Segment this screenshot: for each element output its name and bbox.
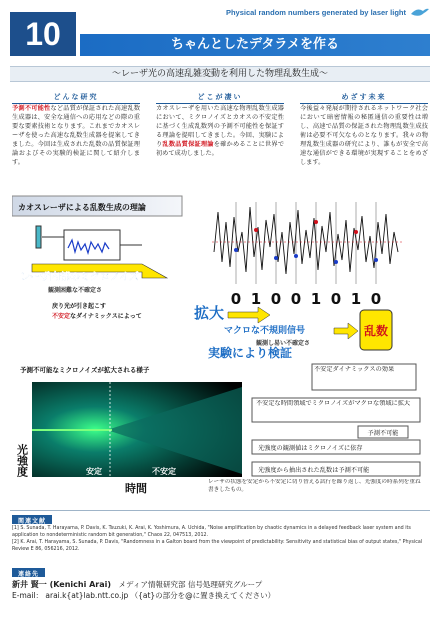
subtitle: ～レーザ光の高速乱雑変動を利用した物理乱数生成～ xyxy=(10,66,430,82)
chaotic-signal-trace xyxy=(214,207,398,274)
contact-heading: 連絡先 xyxy=(12,568,45,577)
sample-point xyxy=(294,254,298,258)
to-random-arrow xyxy=(334,323,358,339)
chaos-label: カオスレーザによる乱数生成の理論 xyxy=(18,203,146,212)
sample-point xyxy=(234,248,238,252)
poster-number: 10 xyxy=(10,12,76,56)
unstable-label: 不安定 xyxy=(152,467,176,476)
reference-item: [1] S. Sunada, T. Harayama, P. Davis, K. Tsuzuki, K. Arai, K. Yoshimura, A. Uchida, "Noise amplification by chaotic dynamics in a delayed feedback laser system and its application to nondeterministic random bit generation," Chaos 22, 047513, 2012. xyxy=(12,526,411,538)
random-number-label: 乱数 xyxy=(363,324,389,338)
bit-sequence xyxy=(231,290,381,308)
verify-label: 実験により検証 xyxy=(208,346,293,360)
sample-point xyxy=(274,256,278,260)
page-title: ちゃんとしたデタラメを作る xyxy=(80,34,430,56)
unpredictable-label: 予測不可能 xyxy=(367,430,399,437)
column-body: カオスレーザを用いた高速な物理乱数生成器において、ミクロノイズとカオスの不安定性に基づく生成乱数列の予測不可能性を保証する理論を提唱してきました。今回、実験により xyxy=(156,105,284,148)
macro-signal-sub: 観測し易い不確定さ xyxy=(256,340,311,347)
amplify-line1: 戻り光が引き起こす xyxy=(52,303,107,310)
references xyxy=(12,525,428,553)
sample-point xyxy=(334,260,338,264)
mirror-icon xyxy=(36,226,41,248)
amplify-rest: なダイナミックスによって xyxy=(70,313,142,320)
bit: 0 xyxy=(230,290,242,308)
laser-device xyxy=(64,230,120,260)
caption-text: レーザの状態を安定から不安定に切り替える試行を繰り返し、光強度の時系列を重ね書きしたもの。 xyxy=(208,479,421,493)
bit: 0 xyxy=(370,290,382,308)
column-heading-research: どんな研究 xyxy=(12,92,140,102)
callout1-text: 不安定な時間領域でミクロノイズがマクロな領域に拡大 xyxy=(256,400,411,407)
callout3: 光強度から抽出された乱数は予測不可能 xyxy=(258,467,370,474)
callout2: 光強度の観測値はミクロノイズに依存 xyxy=(258,445,363,452)
bit: 0 xyxy=(330,290,342,308)
column-body: を確かめることに世界で初めて成功しました。 xyxy=(156,141,285,157)
sample-point xyxy=(354,230,358,234)
bit: 0 xyxy=(270,290,282,308)
reference-item: [2] K. Arai, T. Harayama, S. Sunada, P. Davis, "Randomness in a Galton board from the viewpoint of predictability: Sensitivity and statistical bias of output states," Physical Review E 86, 056216, 2012. xyxy=(12,540,423,552)
column-text-research xyxy=(12,104,140,167)
bit: 0 xyxy=(290,290,302,308)
sample-point xyxy=(254,228,258,232)
bit: 1 xyxy=(250,290,262,308)
amplify-line2 xyxy=(52,312,142,320)
divider xyxy=(10,510,430,511)
column-text-future: 今後益々発展が期待されるネットワーク社会において暗密情報の秘匿通信の重要性は増し、高速で品質の保証された物理乱数生成技術は必要不可欠なものとなります。我々の物理乱数生成器の研究により、誰もが安全で高速な通信ができる環境が実現することをめざします。 xyxy=(300,105,428,166)
stable-label: 安定 xyxy=(86,467,102,476)
amplify-word: 拡大 xyxy=(194,304,225,322)
bit: 1 xyxy=(310,290,322,308)
column-heading-novelty: どこが凄い xyxy=(156,92,284,102)
contact-name: 新井 賢一 (Kenichi Arai) xyxy=(12,580,112,589)
x-axis-label: 時間 xyxy=(125,482,147,495)
highlight-theory: 乱数品質保証理論 xyxy=(162,141,214,148)
diagram xyxy=(12,192,430,497)
english-title: Physical random numbers generated by laser light xyxy=(225,8,406,17)
amplify-red: 不安定 xyxy=(52,313,71,320)
callout-chaos xyxy=(314,366,414,388)
sampling-lines xyxy=(236,202,376,284)
plot-caption xyxy=(208,479,426,497)
y-axis-label: 光強度 xyxy=(15,444,29,477)
micro-noise-title: レーザ内部のミクロノイズ xyxy=(20,272,139,283)
micro-noise-sub: 観測困難な不確定さ xyxy=(48,287,103,294)
column-heading-future: めざす未来 xyxy=(300,92,428,102)
contact-org: メディア情報研究部 信号処理研究グループ xyxy=(118,580,263,589)
contact-email: E-mail： arai.k{at}lab.ntt.co.jp （{at}の部分を@に置き換えてください） xyxy=(12,591,276,600)
callout1 xyxy=(256,400,418,422)
column-text-novelty xyxy=(156,104,284,158)
spread-label: 予測不可能なミクロノイズが拡大される様子 xyxy=(20,366,150,374)
bit: 1 xyxy=(350,290,362,308)
callout-chaos-text: 不安定ダイナミックスの効果 xyxy=(314,366,395,373)
sample-point xyxy=(314,220,318,224)
bird-logo-icon xyxy=(410,6,430,20)
highlight-unpredictability: 予測不可能性 xyxy=(12,105,51,112)
amplify-arrow xyxy=(228,307,270,323)
column-body: など品質が保証された高速乱数生成器は、安全な通信への応用などの際の重要な要素技術となります。これまでカオスレーザを使った高速な乱数生成器を提案してきました。今回は生成された乱数の品質保証理論およびその実験的検証に関して紹介します。 xyxy=(12,105,141,166)
sample-point xyxy=(374,258,378,262)
contact xyxy=(12,579,275,601)
macro-signal-title: マクロな不規則信号 xyxy=(224,326,306,336)
references-heading: 関連文献 xyxy=(12,515,52,524)
